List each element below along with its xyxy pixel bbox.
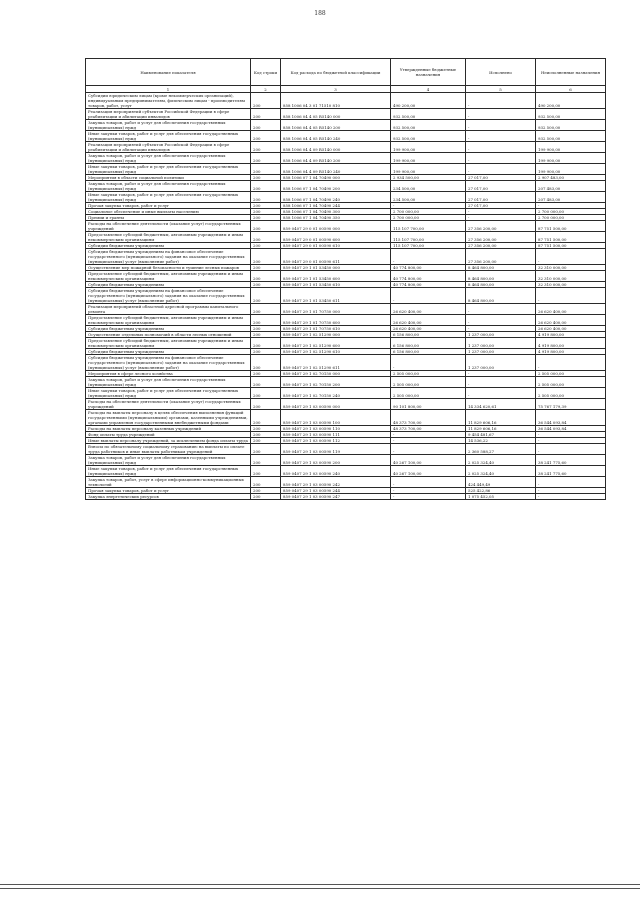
row-code: 200 (251, 332, 281, 338)
row-executed: - (466, 93, 536, 109)
row-approved: 932 500,00 (391, 131, 466, 142)
row-approved: 6 156 800,00 (391, 349, 466, 355)
row-kbk: 858 1006 04 4 05 R5140 000 (281, 109, 391, 120)
row-executed: 8 464 800,00 (466, 265, 536, 271)
row-code: 200 (251, 181, 281, 192)
row-kbk: 859 0407 29 1 01 53450 610 (281, 282, 391, 288)
column-number: 6 (536, 86, 606, 93)
row-code: 200 (251, 349, 281, 355)
row-unexecuted: 87 751 500,00 (536, 243, 606, 249)
row-name: Субсидии бюджетным учреждениям (86, 326, 251, 332)
row-executed: - (466, 209, 536, 215)
row-executed: - (466, 315, 536, 326)
table-row (86, 131, 606, 142)
row-executed: - (466, 215, 536, 221)
row-kbk: 859 0407 29 0 01 00590 000 (281, 221, 391, 232)
row-unexecuted: 36 544 093,84 (536, 410, 606, 426)
table-row (86, 355, 606, 371)
row-name: Закупка товаров, работ и услуг для обеспечения государственных (муниципальных) нужд (86, 120, 251, 131)
row-code: 200 (251, 388, 281, 399)
row-code: 200 (251, 192, 281, 203)
row-unexecuted: 2 700 000,00 (536, 209, 606, 215)
row-name: Закупка товаров, работ и услуг для обеспечения государственных (муниципальных) нужд (86, 153, 251, 164)
row-unexecuted: 26 620 400,00 (536, 304, 606, 315)
row-name: Закупка товаров, работ и услуг для обеспечения государственных (муниципальных) нужд (86, 455, 251, 466)
table-row (86, 455, 606, 466)
row-unexecuted: 207 483,00 (536, 192, 606, 203)
row-kbk: 858 1006 07 1 04 70490 244 (281, 203, 391, 209)
row-kbk: 859 0407 29 1 01 53450 611 (281, 288, 391, 304)
row-executed: - (466, 377, 536, 388)
row-executed: 1 237 000,00 (466, 355, 536, 371)
row-name: Осуществление отдельных полномочий в области лесных отношений (86, 332, 251, 338)
row-approved: 2 700 000,00 (391, 209, 466, 215)
header-unexecuted: Неисполненные назначения (536, 59, 606, 86)
row-name: Социальное обеспечение и иные выплаты населению (86, 209, 251, 215)
row-code: 200 (251, 271, 281, 282)
column-number: 5 (466, 86, 536, 93)
row-kbk: 859 0407 29 1 03 00590 111 (281, 432, 391, 438)
table-row (86, 338, 606, 349)
row-kbk: 859 0407 29 1 02 70150 200 (281, 377, 391, 388)
row-executed: 11 829 606,16 (466, 410, 536, 426)
table-row (86, 164, 606, 175)
row-executed: 11 829 606,16 (466, 426, 536, 432)
row-code: 200 (251, 153, 281, 164)
row-code: 200 (251, 338, 281, 349)
row-unexecuted: 932 500,00 (536, 109, 606, 120)
row-executed: 1 075 452,05 (466, 494, 536, 500)
row-executed: - (466, 371, 536, 377)
row-kbk: 858 1006 07 1 04 70490 200 (281, 181, 391, 192)
row-approved: 932 500,00 (391, 109, 466, 120)
row-approved: - (391, 488, 466, 494)
row-unexecuted: 36 544 093,84 (536, 426, 606, 432)
row-unexecuted: 26 620 400,00 (536, 326, 606, 332)
row-executed: - (466, 164, 536, 175)
row-executed: - (466, 142, 536, 153)
row-code: 200 (251, 175, 281, 181)
row-kbk: 858 1006 04 3 01 71510 810 (281, 93, 391, 109)
row-code: 200 (251, 142, 281, 153)
row-kbk: 859 0407 29 1 02 51290 611 (281, 355, 391, 371)
row-code: 200 (251, 494, 281, 500)
row-name: Иные закупки товаров, работ и услуг для обеспечения государственных (муниципальных) нужд (86, 192, 251, 203)
table-row (86, 399, 606, 410)
row-kbk: 859 0407 29 0 01 00590 610 (281, 243, 391, 249)
row-approved: - (391, 203, 466, 209)
table-row (86, 232, 606, 243)
row-kbk: 859 0407 29 1 03 00590 242 (281, 477, 391, 488)
row-executed: 27 356 200,00 (466, 249, 536, 265)
row-executed: 8 464 800,00 (466, 282, 536, 288)
row-executed: 2 025 324,40 (466, 466, 536, 477)
row-executed: - (466, 120, 536, 131)
row-unexecuted: 26 620 400,00 (536, 315, 606, 326)
row-code: 200 (251, 488, 281, 494)
row-name: Прочая закупка товаров, работ и услуг (86, 203, 251, 209)
row-code: 200 (251, 438, 281, 444)
row-name: Реализация мероприятий субъектов Российской Федерации в сфере реабилитации и абилитации инвалидов (86, 142, 251, 153)
row-executed: - (466, 131, 536, 142)
row-name: Закупка товаров, работ и услуг для обеспечения государственных (муниципальных) нужд (86, 181, 251, 192)
row-name: Иные закупки товаров, работ и услуг для обеспечения государственных (муниципальных) нужд (86, 131, 251, 142)
row-kbk: 858 1006 04 4 09 R5140 240 (281, 164, 391, 175)
column-number: 2 (251, 86, 281, 93)
row-name: Премии и гранты (86, 215, 251, 221)
row-executed: 27 017,00 (466, 192, 536, 203)
row-name: Расходы на выплаты персоналу казенных учреждений (86, 426, 251, 432)
table-row (86, 388, 606, 399)
table-row (86, 93, 606, 109)
header-code: Код строки (251, 59, 281, 86)
row-code: 200 (251, 243, 281, 249)
row-approved: 932 500,00 (391, 120, 466, 131)
row-code: 200 (251, 215, 281, 221)
row-approved: 40 267 100,00 (391, 455, 466, 466)
row-unexecuted: 2 505 000,00 (536, 371, 606, 377)
row-name: Субсидии бюджетным учреждениям (86, 243, 251, 249)
row-kbk: 859 0407 29 1 02 51290 000 (281, 332, 391, 338)
row-kbk: 858 1006 04 4 09 R5140 200 (281, 153, 391, 164)
row-approved: 2 700 000,00 (391, 215, 466, 221)
table-row (86, 109, 606, 120)
row-executed: 1 237 000,00 (466, 332, 536, 338)
row-approved: - (391, 438, 466, 444)
row-kbk: 858 1006 07 1 04 70490 300 (281, 209, 391, 215)
row-name: Закупка товаров, работ, услуг в сфере информационно-коммуникационных технологий (86, 477, 251, 488)
row-unexecuted: 207 483,00 (536, 181, 606, 192)
row-approved: 234 500,00 (391, 192, 466, 203)
header-approved: Утвержденные бюджетные назначения (391, 59, 466, 86)
row-kbk: 859 0407 29 1 03 00590 000 (281, 399, 391, 410)
row-unexecuted: - (536, 288, 606, 304)
row-unexecuted: 932 500,00 (536, 120, 606, 131)
table-row (86, 494, 606, 500)
row-approved: 40 267 100,00 (391, 466, 466, 477)
row-code: 200 (251, 432, 281, 438)
row-approved: 199 900,00 (391, 153, 466, 164)
row-executed: - (466, 326, 536, 332)
row-name: Расходы на выплаты персоналу в целях обеспечения выполнения функций государственными (муниципальными) органами, казенными учреждениями, органами управления государственными внебюджетными фондами (86, 410, 251, 426)
row-code: 200 (251, 399, 281, 410)
table-body (86, 86, 606, 500)
row-kbk: 859 0407 29 1 01 53450 000 (281, 265, 391, 271)
row-code: 200 (251, 120, 281, 131)
table-row (86, 377, 606, 388)
row-name: Субсидии бюджетным учреждениям (86, 282, 251, 288)
row-kbk: 858 1006 07 1 04 70490 240 (281, 192, 391, 203)
table-row (86, 304, 606, 315)
row-code: 200 (251, 466, 281, 477)
row-name: Предоставление субсидий бюджетным, автономным учреждениям и иным некоммерческим организациям (86, 315, 251, 326)
row-kbk: 859 0407 29 1 03 00590 200 (281, 455, 391, 466)
row-name: Субсидии бюджетным учреждениям на финансовое обеспечение государственного (муниципального) задания на оказание государственных (муниципальных) услуг (выполнение работ) (86, 288, 251, 304)
column-number: 3 (281, 86, 391, 93)
row-approved: 26 620 400,00 (391, 304, 466, 315)
row-approved: - (391, 432, 466, 438)
row-code: 200 (251, 249, 281, 265)
row-kbk: 858 1006 04 4 05 R5140 240 (281, 131, 391, 142)
row-unexecuted: - (536, 249, 606, 265)
row-unexecuted: - (536, 488, 606, 494)
row-executed: 525 422,86 (466, 488, 536, 494)
row-kbk: 859 0407 29 1 01 70750 000 (281, 304, 391, 315)
row-unexecuted: 4 919 800,00 (536, 332, 606, 338)
row-executed: 424 449,49 (466, 477, 536, 488)
row-name: Субсидии бюджетным учреждениям на финансовое обеспечение государственного (муниципального) задания на оказание государственных (муниципальных) услуг (выполнение работ) (86, 249, 251, 265)
row-approved: 490 200,00 (391, 93, 466, 109)
table-row (86, 120, 606, 131)
table-row (86, 444, 606, 455)
row-kbk: 859 0407 29 1 02 70150 000 (281, 371, 391, 377)
row-unexecuted: - (536, 477, 606, 488)
table-row (86, 142, 606, 153)
row-approved: 90 101 800,00 (391, 399, 466, 410)
row-executed: 8 464 800,00 (466, 288, 536, 304)
row-name: Осуществление мер пожарной безопасности и тушение лесных пожаров (86, 265, 251, 271)
row-code: 200 (251, 315, 281, 326)
column-numbers-row (86, 86, 606, 93)
row-executed: 2 025 324,40 (466, 455, 536, 466)
row-kbk: 859 0407 29 1 01 70750 600 (281, 315, 391, 326)
row-approved: 199 900,00 (391, 142, 466, 153)
budget-execution-table (85, 58, 606, 500)
row-unexecuted: 75 767 179,39 (536, 399, 606, 410)
row-executed: - (466, 388, 536, 399)
table-row (86, 181, 606, 192)
row-kbk: 859 0407 29 1 02 51290 600 (281, 338, 391, 349)
row-name: Мероприятия в сфере лесного хозяйства (86, 371, 251, 377)
table-row (86, 153, 606, 164)
row-approved: - (391, 477, 466, 488)
row-code: 200 (251, 288, 281, 304)
table-row (86, 466, 606, 477)
table-row (86, 249, 606, 265)
row-approved: 234 500,00 (391, 181, 466, 192)
row-name: Расходы на обеспечение деятельности (оказание услуг) государственных учреждений (86, 399, 251, 410)
table-row (86, 477, 606, 488)
row-approved: 2 505 000,00 (391, 388, 466, 399)
row-name: Иные закупки товаров, работ и услуг для обеспечения государственных (муниципальных) нужд (86, 164, 251, 175)
column-number: 1 (86, 86, 251, 93)
row-executed: 2 360 588,27 (466, 444, 536, 455)
row-name: Мероприятия в области социальной политики (86, 175, 251, 181)
row-unexecuted: 32 310 000,00 (536, 271, 606, 282)
row-executed: 27 017,00 (466, 175, 536, 181)
row-unexecuted: - (536, 203, 606, 209)
row-approved: 199 900,00 (391, 164, 466, 175)
row-approved: 2 505 000,00 (391, 377, 466, 388)
row-approved: 48 373 700,00 (391, 410, 466, 426)
row-approved: - (391, 494, 466, 500)
row-executed: - (466, 153, 536, 164)
row-unexecuted: 87 751 500,00 (536, 232, 606, 243)
row-unexecuted: - (536, 355, 606, 371)
row-unexecuted: 2 907 483,00 (536, 175, 606, 181)
row-code: 200 (251, 282, 281, 288)
bottom-rule (0, 888, 640, 889)
row-unexecuted: 32 310 000,00 (536, 265, 606, 271)
row-name: Иные закупки товаров, работ и услуг для обеспечения государственных (муниципальных) нужд (86, 466, 251, 477)
row-executed: 27 017,00 (466, 181, 536, 192)
row-name: Субсидии бюджетным учреждениям (86, 349, 251, 355)
row-code: 200 (251, 265, 281, 271)
row-executed: 9 454 481,67 (466, 432, 536, 438)
row-code: 200 (251, 444, 281, 455)
row-kbk: 859 0407 29 1 03 00590 112 (281, 438, 391, 444)
row-approved: 115 107 700,00 (391, 232, 466, 243)
row-approved: 26 620 400,00 (391, 326, 466, 332)
row-executed: 14 334 620,61 (466, 399, 536, 410)
row-unexecuted: 199 900,00 (536, 164, 606, 175)
row-name: Иные выплаты персоналу учреждений, за исключением фонда оплаты труда (86, 438, 251, 444)
row-code: 200 (251, 164, 281, 175)
row-code: 200 (251, 203, 281, 209)
row-kbk: 859 0407 29 1 03 00590 240 (281, 466, 391, 477)
row-code: 200 (251, 377, 281, 388)
row-code: 200 (251, 477, 281, 488)
row-unexecuted: 2 700 000,00 (536, 215, 606, 221)
row-approved: 48 373 700,00 (391, 426, 466, 432)
row-approved: 6 156 800,00 (391, 332, 466, 338)
row-approved: 115 107 700,00 (391, 243, 466, 249)
row-approved: 40 774 800,00 (391, 265, 466, 271)
row-unexecuted: 490 200,00 (536, 93, 606, 109)
row-name: Закупка энергетических ресурсов (86, 494, 251, 500)
row-code: 200 (251, 326, 281, 332)
page-number: 188 (314, 10, 326, 17)
row-name: Реализация мероприятий областной адресной программы капитального ремонта (86, 304, 251, 315)
row-executed: 1 237 000,00 (466, 349, 536, 355)
row-unexecuted: - (536, 438, 606, 444)
row-name: Субсидии юридическим лицам (кроме некоммерческих организаций), индивидуальным предпринимателям, физическим лицам - производителям товаров, работ, услуг (86, 93, 251, 109)
row-kbk: 859 0407 29 1 03 00590 100 (281, 410, 391, 426)
row-unexecuted: 87 751 500,00 (536, 221, 606, 232)
row-code: 200 (251, 455, 281, 466)
row-unexecuted: 2 505 000,00 (536, 377, 606, 388)
row-code: 200 (251, 109, 281, 120)
column-number: 4 (391, 86, 466, 93)
row-name: Закупка товаров, работ и услуг для обеспечения государственных (муниципальных) нужд (86, 377, 251, 388)
row-name: Субсидии бюджетным учреждениям на финансовое обеспечение государственного (муниципального) задания на оказание государственных (муниципальных) услуг (выполнение работ) (86, 355, 251, 371)
row-approved: 6 156 800,00 (391, 338, 466, 349)
header-executed: Исполнено (466, 59, 536, 86)
row-unexecuted: 199 900,00 (536, 153, 606, 164)
row-unexecuted: 38 241 775,60 (536, 455, 606, 466)
header-row (86, 59, 606, 86)
row-code: 200 (251, 209, 281, 215)
row-approved: - (391, 444, 466, 455)
table-row (86, 192, 606, 203)
row-name: Прочая закупка товаров, работ и услуг (86, 488, 251, 494)
row-name: Предоставление субсидий бюджетным, автономным учреждениям и иным некоммерческим организациям (86, 271, 251, 282)
row-unexecuted: 4 919 800,00 (536, 349, 606, 355)
bottom-rule (0, 884, 640, 885)
row-unexecuted: 2 505 000,00 (536, 388, 606, 399)
row-approved: - (391, 355, 466, 371)
row-kbk: 859 0407 29 1 03 00590 119 (281, 444, 391, 455)
row-unexecuted: 38 241 775,60 (536, 466, 606, 477)
row-kbk: 859 0407 29 0 01 00590 600 (281, 232, 391, 243)
row-executed: 27 356 200,00 (466, 232, 536, 243)
row-name: Взносы по обязательному социальному страхованию на выплаты по оплате труда работников и иные выплаты работникам учреждений (86, 444, 251, 455)
row-executed: 27 356 200,00 (466, 221, 536, 232)
row-code: 200 (251, 426, 281, 432)
table-row (86, 410, 606, 426)
row-unexecuted: 199 900,00 (536, 142, 606, 153)
row-code: 200 (251, 355, 281, 371)
table-row (86, 315, 606, 326)
row-kbk: 859 0407 29 1 01 70750 610 (281, 326, 391, 332)
row-approved: 40 774 800,00 (391, 271, 466, 282)
header-kbk: Код расхода по бюджетной классификации (281, 59, 391, 86)
row-kbk: 859 0407 29 1 03 00590 244 (281, 488, 391, 494)
row-approved: 2 505 000,00 (391, 371, 466, 377)
row-kbk: 858 1006 07 1 04 70490 350 (281, 215, 391, 221)
row-kbk: 859 0407 29 1 02 51290 610 (281, 349, 391, 355)
row-code: 200 (251, 221, 281, 232)
row-name: Фонд оплаты труда учреждений (86, 432, 251, 438)
row-code: 200 (251, 93, 281, 109)
table-row (86, 221, 606, 232)
row-kbk: 859 0407 29 1 03 00590 247 (281, 494, 391, 500)
row-name: Предоставление субсидий бюджетным, автономным учреждениям и иным некоммерческим организациям (86, 232, 251, 243)
row-kbk: 858 1006 07 1 04 70490 000 (281, 175, 391, 181)
row-name: Расходы на обеспечение деятельности (оказание услуг) государственных учреждений (86, 221, 251, 232)
row-executed: 8 464 800,00 (466, 271, 536, 282)
row-approved: 40 774 800,00 (391, 282, 466, 288)
row-kbk: 859 0407 29 1 03 00590 110 (281, 426, 391, 432)
row-unexecuted: - (536, 444, 606, 455)
row-unexecuted: - (536, 432, 606, 438)
row-executed: 14 536,22 (466, 438, 536, 444)
row-approved: 115 107 700,00 (391, 221, 466, 232)
row-kbk: 859 0407 29 1 02 70150 240 (281, 388, 391, 399)
header-name: Наименование показателя (86, 59, 251, 86)
row-approved: 26 620 400,00 (391, 315, 466, 326)
row-executed: 1 237 000,00 (466, 338, 536, 349)
row-code: 200 (251, 131, 281, 142)
row-code: 200 (251, 304, 281, 315)
row-unexecuted: 32 310 000,00 (536, 282, 606, 288)
row-name: Иные закупки товаров, работ и услуг для обеспечения государственных (муниципальных) нужд (86, 388, 251, 399)
row-name: Предоставление субсидий бюджетным, автономным учреждениям и иным некоммерческим организациям (86, 338, 251, 349)
row-kbk: 859 0407 29 1 01 53450 600 (281, 271, 391, 282)
row-executed: - (466, 304, 536, 315)
row-code: 200 (251, 232, 281, 243)
row-unexecuted: 4 919 800,00 (536, 338, 606, 349)
row-unexecuted: 932 500,00 (536, 131, 606, 142)
table-row (86, 271, 606, 282)
row-kbk: 859 0407 29 0 01 00590 611 (281, 249, 391, 265)
row-name: Реализация мероприятий субъектов Российской Федерации в сфере реабилитации и абилитации инвалидов (86, 109, 251, 120)
row-code: 200 (251, 371, 281, 377)
row-executed: - (466, 109, 536, 120)
row-approved: - (391, 288, 466, 304)
row-executed: 27 356 200,00 (466, 243, 536, 249)
row-unexecuted: - (536, 494, 606, 500)
table-row (86, 288, 606, 304)
row-executed: 27 017,00 (466, 203, 536, 209)
row-kbk: 858 1006 04 4 05 R5140 200 (281, 120, 391, 131)
row-approved: 2 934 500,00 (391, 175, 466, 181)
row-kbk: 858 1006 04 4 09 R5140 000 (281, 142, 391, 153)
row-code: 200 (251, 410, 281, 426)
row-approved: - (391, 249, 466, 265)
